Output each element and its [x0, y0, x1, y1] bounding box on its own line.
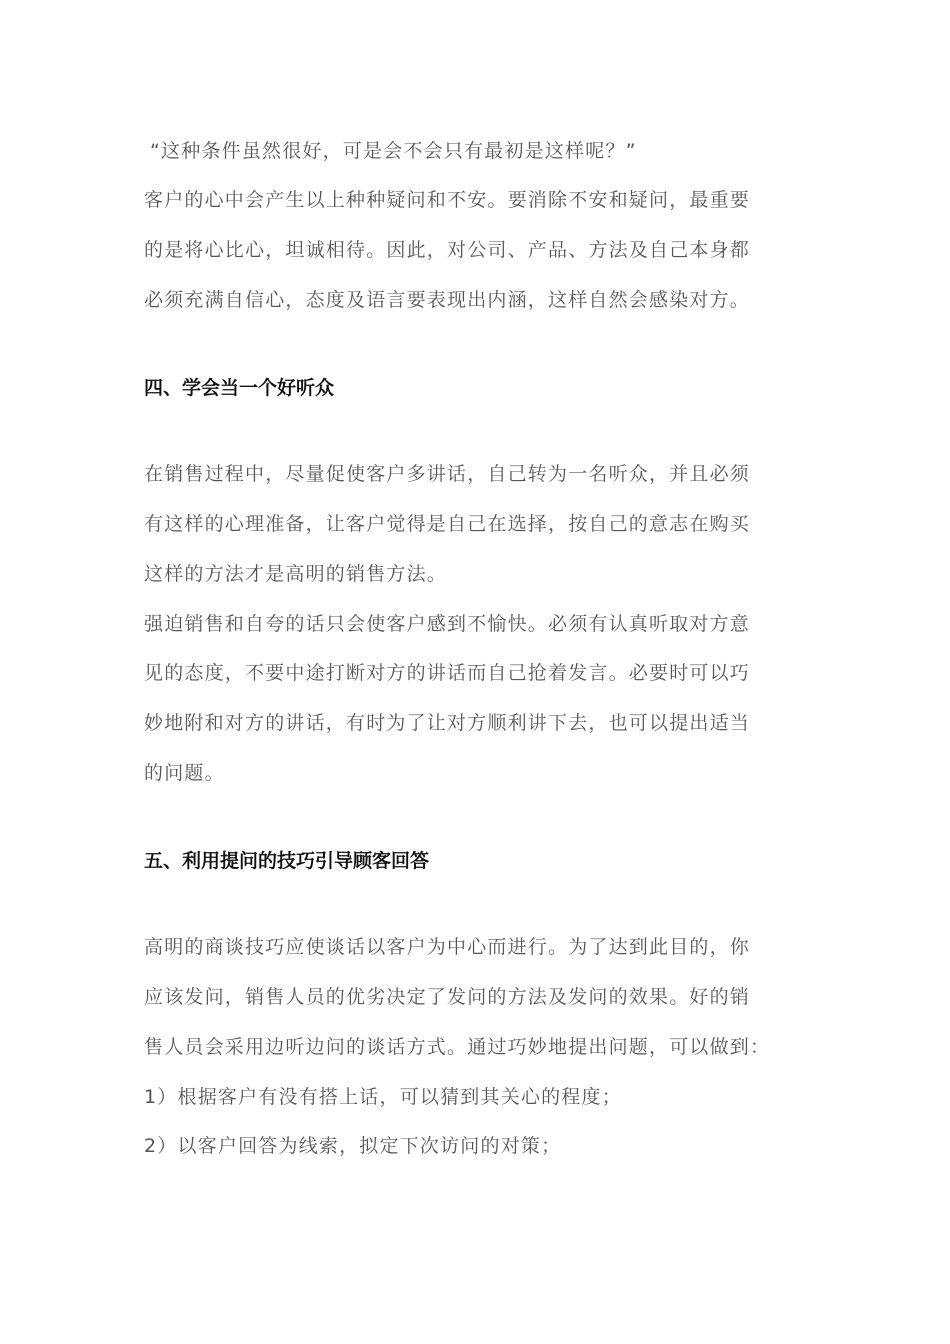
list-item: 1）根据客户有没有搭上话，可以猜到其关心的程度；: [144, 1086, 622, 1108]
paragraph-line: 有这样的心理准备，让客户觉得是自己在选择，按自己的意志在购买: [144, 513, 751, 535]
paragraph-line: 在销售过程中，尽量促使客户多讲话，自己转为一名听众，并且必须: [144, 463, 751, 485]
paragraph-line: 的是将心比心，坦诚相待。因此，对公司、产品、方法及自己本身都: [144, 239, 751, 261]
paragraph-line: 高明的商谈技巧应使谈话以客户为中心而进行。为了达到此目的，你: [144, 936, 751, 958]
quote-line: “这种条件虽然很好，可是会不会只有最初是这样呢？”: [150, 140, 637, 162]
paragraph-line: 客户的心中会产生以上种种疑问和不安。要消除不安和疑问，最重要: [144, 189, 751, 211]
paragraph-line: 应该发问，销售人员的优劣决定了发问的方法及发问的效果。好的销: [144, 986, 751, 1008]
paragraph-line: 必须充满自信心，态度及语言要表现出内涵，这样自然会感染对方。: [144, 289, 751, 311]
paragraph-line: 这样的方法才是高明的销售方法。: [144, 563, 448, 585]
paragraph-line: 见的态度，不要中途打断对方的讲话而自己抢着发言。必要时可以巧: [144, 662, 751, 684]
section-heading-5: 五、利用提问的技巧引导顾客回答: [144, 850, 430, 872]
list-item: 2）以客户回答为线索，拟定下次访问的对策；: [144, 1135, 562, 1157]
paragraph-line: 妙地附和对方的讲话，有时为了让对方顺利讲下去，也可以提出适当: [144, 712, 751, 734]
paragraph-line: 强迫销售和自夸的话只会使客户感到不愉快。必须有认真听取对方意: [144, 613, 751, 635]
paragraph-line: 售人员会采用边听边问的谈话方式。通过巧妙地提出问题，可以做到：: [144, 1036, 771, 1058]
paragraph-line: 的问题。: [144, 762, 225, 784]
section-heading-4: 四、学会当一个好听众: [144, 377, 335, 399]
